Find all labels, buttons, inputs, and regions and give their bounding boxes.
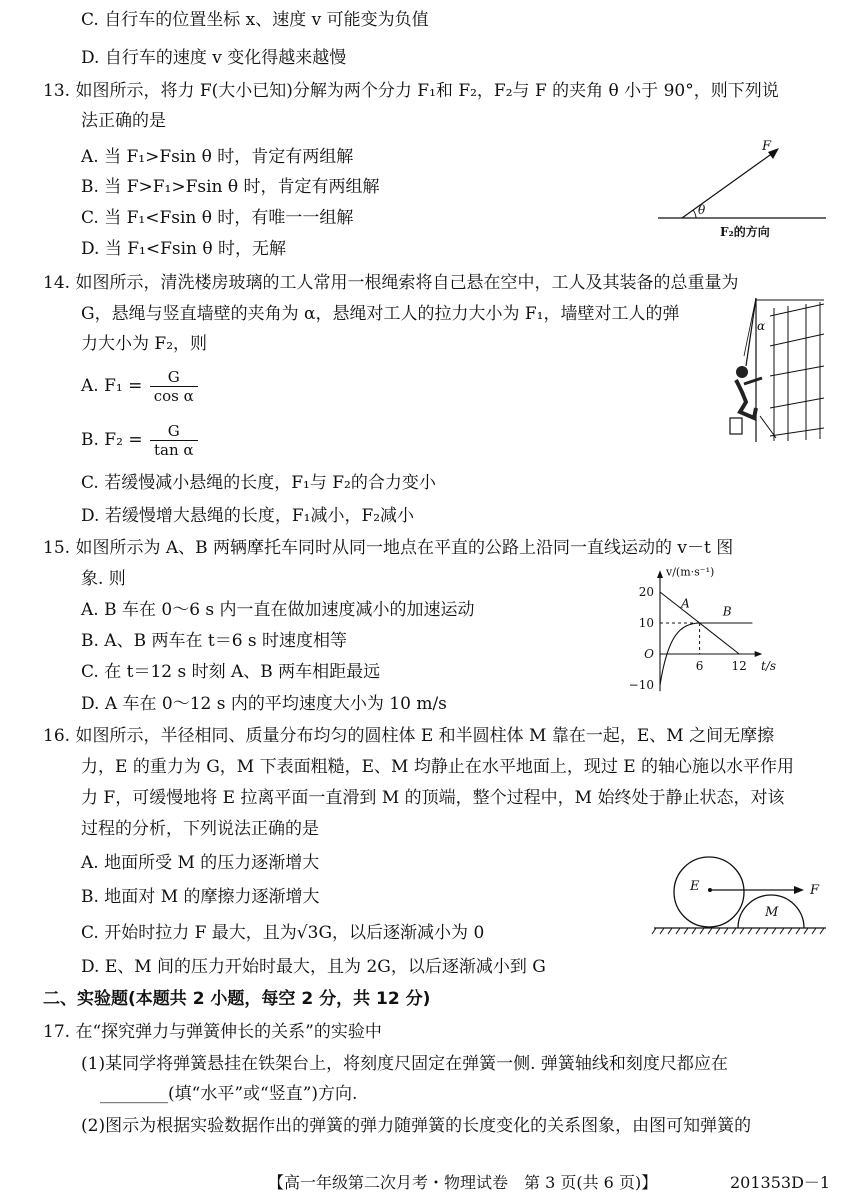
- q14-option-b-fraction: [150, 422, 198, 459]
- series-a-label: A: [681, 596, 690, 611]
- x-tick-label: 12: [731, 659, 747, 673]
- series-b-label: B: [722, 604, 732, 619]
- footer-page-title: 【高一年级第二次月考・物理试卷 第 3 页(共 6 页)】: [268, 1173, 658, 1192]
- q13-stem-line2: 法正确的是: [81, 111, 166, 131]
- label-f: F: [810, 883, 820, 898]
- q15-option-c: C. 在 t＝12 s 时刻 A、B 两车相距最远: [81, 662, 381, 682]
- q13-option-b: B. 当 F>F₁>Fsin θ 时，肯定有两组解: [81, 177, 380, 197]
- arrowhead-icon: [794, 886, 804, 894]
- q14-stem-line3: 力大小为 F₂，则: [81, 334, 208, 354]
- label-m: M: [765, 905, 779, 920]
- y-tick-label: 10: [638, 616, 654, 630]
- y-axis-label: v/(m·s⁻¹): [666, 565, 715, 579]
- q15-option-d: D. A 车在 0～12 s 内的平均速度大小为 10 m/s: [81, 694, 447, 714]
- q14-option-c: C. 若缓慢减小悬绳的长度，F₁与 F₂的合力变小: [81, 473, 436, 493]
- q13-option-a: A. 当 F₁>Fsin θ 时，肯定有两组解: [81, 147, 354, 167]
- ground-hatching: [652, 928, 824, 934]
- q15-option-b: B. A、B 两车在 t＝6 s 时速度相等: [81, 631, 348, 651]
- y-axis-arrow-icon: [657, 570, 663, 578]
- q16-cylinder-diagram: [652, 856, 832, 936]
- q12-option-d: D. 自行车的速度 v 变化得越来越慢: [81, 48, 347, 68]
- worker-head: [736, 366, 748, 378]
- footer-code: 201353D－1: [730, 1173, 831, 1192]
- q17-part2-line1: (2)图示为根据实验数据作出的弹簧的弹力随弹簧的长度变化的关系图象，由图可知弹簧的: [81, 1116, 752, 1136]
- rope-line-2: [744, 298, 756, 356]
- q15-stem-line1: 15. 如图所示为 A、B 两辆摩托车同时从同一地点在平直的公路上沿同一直线运动的 v－t 图: [43, 538, 734, 558]
- x-axis-arrow-icon: [755, 651, 763, 657]
- q14-option-a-label: A. F₁ =: [81, 376, 143, 396]
- y-tick-label: O: [644, 647, 654, 661]
- q15-vt-graph: [620, 560, 840, 700]
- q13-stem-line1: 13. 如图所示，将力 F(大小已知)分解为两个分力 F₁和 F₂，F₂与 F 的夹角 θ 小于 90°，则下列说: [43, 81, 779, 101]
- q14-option-b: [81, 422, 198, 459]
- q14-option-a-fraction: [150, 368, 198, 405]
- theta-label: θ: [698, 203, 706, 217]
- x-tick-label: 6: [695, 659, 704, 673]
- section-2-header: 二、实验题(本题共 2 小题，每空 2 分，共 12 分): [43, 989, 431, 1009]
- rope-line: [746, 298, 756, 366]
- q17-part1-line2: ________(填“水平”或“竖直”)方向.: [100, 1084, 358, 1104]
- q14-worker-diagram: [716, 296, 828, 446]
- frac-numerator: G: [150, 368, 198, 387]
- q13-option-c: C. 当 F₁<Fsin θ 时，有唯一一组解: [81, 208, 354, 228]
- x-axis-label: t/s: [761, 659, 777, 673]
- q13-option-d: D. 当 F₁<Fsin θ 时，无解: [81, 239, 287, 259]
- worker-arm: [744, 378, 762, 384]
- q16-option-d: D. E、M 间的压力开始时最大，且为 2G，以后逐渐减小到 G: [81, 957, 546, 977]
- q14-stem-line1: 14. 如图所示，清洗楼房玻璃的工人常用一根绳索将自己悬在空中，工人及其装备的总重量为: [43, 273, 739, 293]
- frac-numerator: G: [150, 422, 198, 441]
- q16-stem-line4: 过程的分析，下列说法正确的是: [81, 819, 319, 839]
- q13-force-diagram: [650, 138, 830, 243]
- y-tick-label: 20: [638, 585, 654, 599]
- q16-stem-line1: 16. 如图所示，半径相同、质量分布均匀的圆柱体 E 和半圆柱体 M 靠在一起，E、M 之间无摩擦: [43, 726, 775, 746]
- y-tick-label: −10: [628, 678, 654, 692]
- force-f-label: F: [762, 139, 772, 154]
- frac-denominator: tan α: [153, 441, 194, 459]
- q15-option-a: A. B 车在 0～6 s 内一直在做加速度减小的加速运动: [81, 600, 475, 620]
- q17-stem: 17. 在“探究弹力与弹簧伸长的关系”的实验中: [43, 1022, 382, 1042]
- cylinder-e: [674, 857, 744, 927]
- worker-body: [736, 380, 756, 418]
- angle-arc: [693, 210, 696, 218]
- q17-part1-line1: (1)某同学将弹簧悬挂在铁架台上，将刻度尺固定在弹簧一侧. 弹簧轴线和刻度尺都应在: [81, 1054, 728, 1074]
- q14-stem-line2: G，悬绳与竖直墙壁的夹角为 α，悬绳对工人的拉力大小为 F₁，墙壁对工人的弹: [81, 304, 680, 324]
- frac-denominator: cos α: [153, 387, 194, 405]
- window-frames: [770, 304, 824, 436]
- q16-option-b: B. 地面对 M 的摩擦力逐渐增大: [81, 887, 320, 907]
- f2-direction-label: F₂的方向: [720, 225, 770, 239]
- vt-chart: [629, 565, 776, 692]
- q16-option-a: A. 地面所受 M 的压力逐渐增大: [81, 853, 320, 873]
- q16-stem-line3: 力 F，可缓慢地将 E 拉离平面一直滑到 M 的顶端，整个过程中，M 始终处于静止状态，对该: [81, 788, 785, 808]
- force-f-vector: [682, 150, 777, 218]
- label-e: E: [690, 879, 700, 894]
- bucket-icon: [730, 418, 742, 434]
- q14-option-b-label: B. F₂ =: [81, 430, 143, 450]
- alpha-label: α: [757, 319, 766, 333]
- q14-option-d: D. 若缓慢增大悬绳的长度，F₁减小，F₂减小: [81, 506, 415, 526]
- q12-option-c: C. 自行车的位置坐标 x、速度 v 可能变为负值: [81, 10, 429, 30]
- q15-stem-line2: 象. 则: [81, 569, 126, 589]
- q14-option-a: [81, 368, 198, 405]
- q16-stem-line2: 力，E 的重力为 G，M 下表面粗糙，E、M 均静止在水平地面上，现过 E 的轴心施以水平作用: [81, 757, 795, 777]
- q16-option-c: C. 开始时拉力 F 最大，且为√3G，以后逐渐减小为 0: [81, 923, 485, 943]
